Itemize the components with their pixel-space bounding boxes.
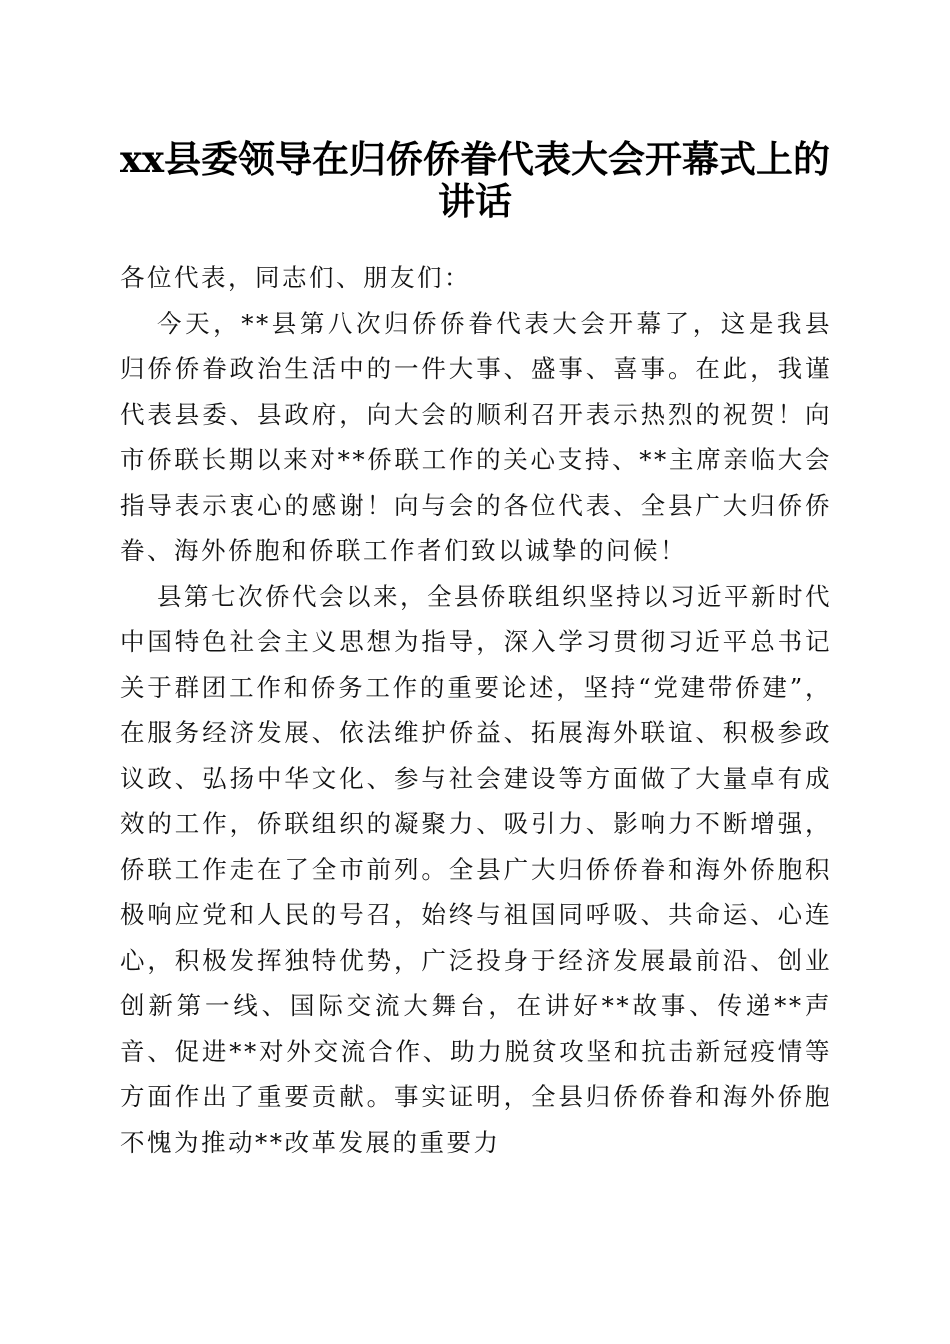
title-line-1: xx县委领导在归侨侨眷代表大会开幕式上的 [119, 137, 831, 181]
document-title [100, 138, 850, 222]
paragraph-opening: 今天，**县第八次归侨侨眷代表大会开幕了，这是我县归侨侨眷政治生活中的一件大事、盛事、喜事。在此，我谨代表县委、县政府，向大会的顺利召开表示热烈的祝贺！向市侨联长期以来对**侨联工作的关心支持、**主席亲临大会指导表示衷心的感谢！向与会的各位代表、全县广大归侨侨眷、海外侨胞和侨联工作者们致以诚挚的问候！ [120, 308, 832, 565]
title-line-2: 讲话 [438, 179, 512, 223]
document-body [120, 255, 832, 1165]
salutation: 各位代表，同志们、朋友们： [120, 263, 471, 292]
paragraph-achievements: 县第七次侨代会以来，全县侨联组织坚持以习近平新时代中国特色社会主义思想为指导，深入学习贯彻习近平总书记关于群团工作和侨务工作的重要论述，坚持“党建带侨建”，在服务经济发展、依法维护侨益、拓展海外联谊、积极参政议政、弘扬中华文化、参与社会建设等方面做了大量卓有成效的工作，侨联组织的凝聚力、吸引力、影响力不断增强，侨联工作走在了全市前列。全县广大归侨侨眷和海外侨胞积极响应党和人民的号召，始终与祖国同呼吸、共命运、心连心，积极发挥独特优势，广泛投身于经济发展最前沿、创业创新第一线、国际交流大舞台，在讲好**故事、传递**声音、促进**对外交流合作、助力脱贫攻坚和抗击新冠疫情等方面作出了重要贡献。事实证明，全县归侨侨眷和海外侨胞不愧为推动**改革发展的重要力 [120, 581, 832, 1157]
